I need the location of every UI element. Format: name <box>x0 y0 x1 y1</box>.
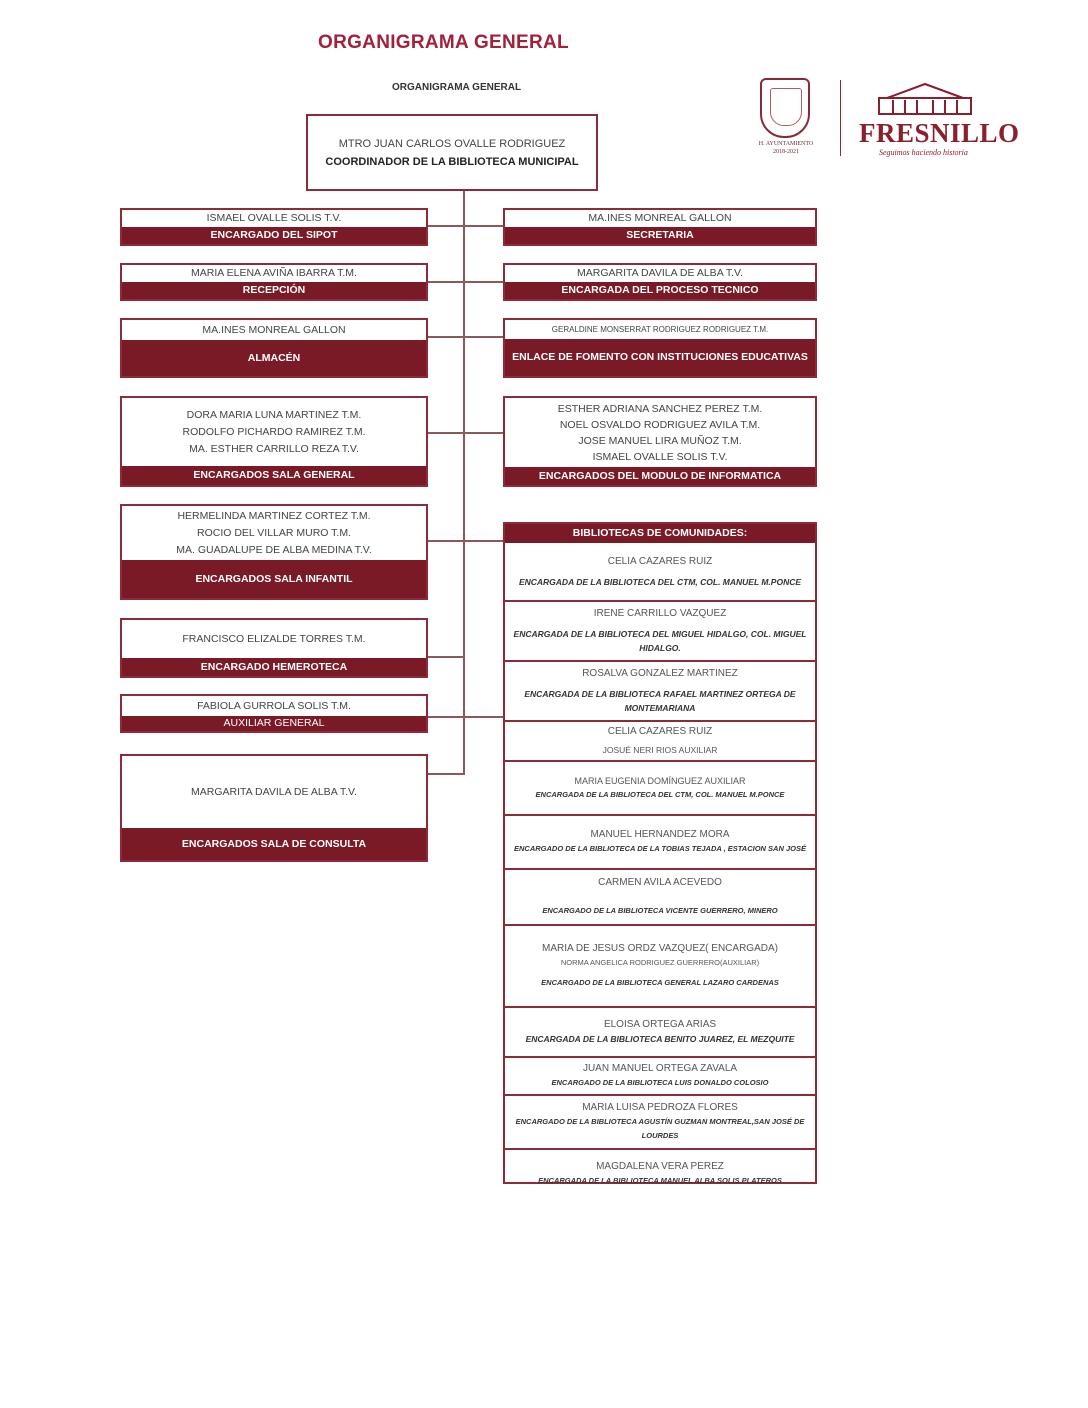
unit-name: MA.INES MONREAL GALLON <box>588 212 732 224</box>
community-person: MARIA LUISA PEDROZA FLORES <box>582 1102 738 1113</box>
community-item <box>505 1094 815 1148</box>
unit-role: ENCARGADOS SALA INFANTIL <box>122 560 426 598</box>
unit-proceso-tecnico <box>503 263 817 301</box>
coordinator-name: MTRO JUAN CARLOS OVALLE RODRIGUEZ <box>338 137 566 150</box>
unit-name: ROCIO DEL VILLAR MURO T.M. <box>196 526 352 539</box>
unit-name: GERALDINE MONSERRAT RODRIGUEZ RODRIGUEZ T.M. <box>551 325 769 334</box>
connector-line <box>427 432 503 434</box>
unit-role: ENLACE DE FOMENTO CON INSTITUCIONES EDUCATIVAS <box>505 339 815 376</box>
unit-role: ALMACÉN <box>122 340 426 376</box>
unit-recepcion <box>120 263 428 301</box>
unit-name: ESTHER ADRIANA SANCHEZ PEREZ T.M. <box>557 402 763 415</box>
city-name: FRESNILLO <box>859 118 1020 148</box>
community-person: MARIA DE JESUS ORDZ VAZQUEZ( ENCARGADA) <box>542 943 778 954</box>
unit-role: ENCARGADO HEMEROTECA <box>122 658 426 676</box>
unit-name: FABIOLA GURROLA SOLIS T.M. <box>197 699 351 712</box>
unit-name: MARGARITA DAVILA DE ALBA T.V. <box>577 267 743 279</box>
unit-role: ENCARGADOS DEL MODULO DE INFORMATICA <box>505 467 815 485</box>
community-person: MARIA EUGENIA DOMÍNGUEZ AUXILIAR <box>574 776 746 786</box>
coordinator-box <box>306 114 598 191</box>
unit-hemeroteca <box>120 618 428 678</box>
community-desc: ENCARGADA DE LA BIBLIOTECA DEL CTM, COL. MANUEL M.PONCE <box>535 790 785 799</box>
connector-line <box>427 281 503 283</box>
community-item <box>505 1056 815 1094</box>
community-item <box>505 600 815 660</box>
community-desc: ENCARGADA DE LA BIBLIOTECA DEL MIGUEL HIDALGO, COL. MIGUEL HIDALGO. <box>513 629 807 653</box>
unit-name: ISMAEL OVALLE SOLIS T.V. <box>206 212 342 224</box>
connector-line <box>427 656 465 658</box>
unit-name: JOSE MANUEL LIRA MUÑOZ T.M. <box>578 434 742 447</box>
coordinator-role: COORDINADOR DE LA BIBLIOTECA MUNICIPAL <box>325 155 579 168</box>
unit-name: DORA MARIA LUNA MARTINEZ T.M. <box>186 408 362 421</box>
unit-auxiliar <box>120 694 428 733</box>
city-slogan: Seguimos haciendo historia <box>879 148 968 157</box>
unit-name: MARGARITA DAVILA DE ALBA T.V. <box>191 785 357 798</box>
community-item <box>505 924 815 1006</box>
connector-line <box>427 716 503 718</box>
municipal-shield-icon <box>760 78 810 138</box>
community-person: MAGDALENA VERA PEREZ <box>596 1161 724 1172</box>
community-person: MANUEL HERNANDEZ MORA <box>590 829 730 840</box>
unit-name: RODOLFO PICHARDO RAMIREZ T.M. <box>182 425 366 438</box>
community-item <box>505 760 815 814</box>
unit-name: MA. ESTHER CARRILLO REZA T.V. <box>189 442 359 455</box>
community-item <box>505 814 815 868</box>
unit-sipot <box>120 208 428 246</box>
unit-informatica <box>503 396 817 487</box>
community-desc: ENCARGADO DE LA BIBLIOTECA AGUSTÍN GUZMAN MONTREAL,SAN JOSÉ DE LOURDES <box>515 1117 805 1140</box>
community-person: IRENE CARRILLO VAZQUEZ <box>593 608 727 619</box>
connector-line <box>427 540 503 542</box>
community-item <box>505 720 815 760</box>
unit-name: HERMELINDA MARTINEZ CORTEZ T.M. <box>177 509 371 522</box>
unit-name: NOEL OSVALDO RODRIGUEZ AVILA T.M. <box>559 418 761 431</box>
unit-role: AUXILIAR GENERAL <box>122 716 426 731</box>
unit-almacen <box>120 318 428 378</box>
community-person: ELOISA ORTEGA ARIAS <box>603 1019 717 1030</box>
building-icon <box>877 80 973 116</box>
unit-secretaria <box>503 208 817 246</box>
unit-role: ENCARGADOS SALA DE CONSULTA <box>122 828 426 860</box>
community-item <box>505 1006 815 1056</box>
community-extra: NORMA ANGELICA RODRIGUEZ GUERRERO(AUXILIAR) <box>560 958 760 967</box>
community-desc: ENCARGADO DE LA BIBLIOTECA DE LA TOBIAS TEJADA , ESTACION SAN JOSÉ <box>514 844 806 853</box>
community-person: CELIA CAZARES RUIZ <box>607 555 713 567</box>
unit-sala-consulta <box>120 754 428 862</box>
community-desc: ENCARGADA DE LA BIBLIOTECA DEL CTM, COL. MANUEL M.PONCE <box>518 576 802 587</box>
unit-name: FRANCISCO ELIZALDE TORRES T.M. <box>182 632 366 645</box>
unit-role: RECEPCIÓN <box>122 282 426 299</box>
main-trunk-line <box>463 190 465 774</box>
community-desc: ENCARGADA DE LA BIBLIOTECA RAFAEL MARTINEZ ORTEGA DE MONTEMARIANA <box>524 689 796 713</box>
community-person: CELIA CAZARES RUIZ <box>607 726 713 737</box>
connector-line <box>427 225 503 227</box>
community-item <box>505 543 815 600</box>
unit-role: ENCARGADOS SALA GENERAL <box>122 466 426 485</box>
community-desc: ENCARGADO DE LA BIBLIOTECA VICENTE GUERRERO, MINERO <box>542 906 778 915</box>
connector-line <box>427 773 465 775</box>
community-person: JUAN MANUEL ORTEGA ZAVALA <box>582 1063 738 1074</box>
unit-name: ISMAEL OVALLE SOLIS T.V. <box>592 450 728 463</box>
unit-name: MA. GUADALUPE DE ALBA MEDINA T.V. <box>176 543 372 556</box>
unit-role: ENCARGADA DEL PROCESO TECNICO <box>505 282 815 299</box>
municipal-logo-text: H. AYUNTAMIENTO 2018-2021 <box>758 141 814 155</box>
community-desc: ENCARGADO DE LA BIBLIOTECA GENERAL LAZARO CARDENAS <box>541 978 779 987</box>
unit-name: MARIA ELENA AVIÑA IBARRA T.M. <box>191 267 357 279</box>
community-header: BIBLIOTECAS DE COMUNIDADES: <box>505 524 815 543</box>
community-libraries <box>503 522 817 1184</box>
community-desc: ENCARGADA DE LA BIBLIOTECA BENITO JUAREZ, EL MEZQUITE <box>525 1034 795 1044</box>
unit-role: SECRETARIA <box>505 227 815 244</box>
unit-enlace-fomento <box>503 318 817 378</box>
logo-area <box>755 74 1020 164</box>
community-person: ROSALVA GONZALEZ MARTINEZ <box>582 668 738 679</box>
unit-sala-infantil <box>120 504 428 600</box>
community-extra: JOSUÉ NERI RIOS AUXILIAR <box>602 745 718 755</box>
community-desc: ENCARGADO DE LA BIBLIOTECA LUIS DONALDO COLOSIO <box>551 1078 769 1087</box>
unit-role: ENCARGADO DEL SIPOT <box>122 227 426 244</box>
unit-sala-general <box>120 396 428 487</box>
logo-divider <box>840 80 841 156</box>
community-item <box>505 1148 815 1198</box>
community-person: CARMEN AVILA ACEVEDO <box>598 877 722 888</box>
chart-subtitle: ORGANIGRAMA GENERAL <box>392 82 522 93</box>
community-item <box>505 868 815 924</box>
community-item <box>505 660 815 720</box>
connector-line <box>427 336 503 338</box>
community-desc: ENCARGADA DE LA BIBLIOTECA MANUEL ALBA SOLIS PLATEROS <box>538 1176 782 1185</box>
page-title: ORGANIGRAMA GENERAL <box>318 32 569 53</box>
unit-name: MA.INES MONREAL GALLON <box>202 323 346 336</box>
